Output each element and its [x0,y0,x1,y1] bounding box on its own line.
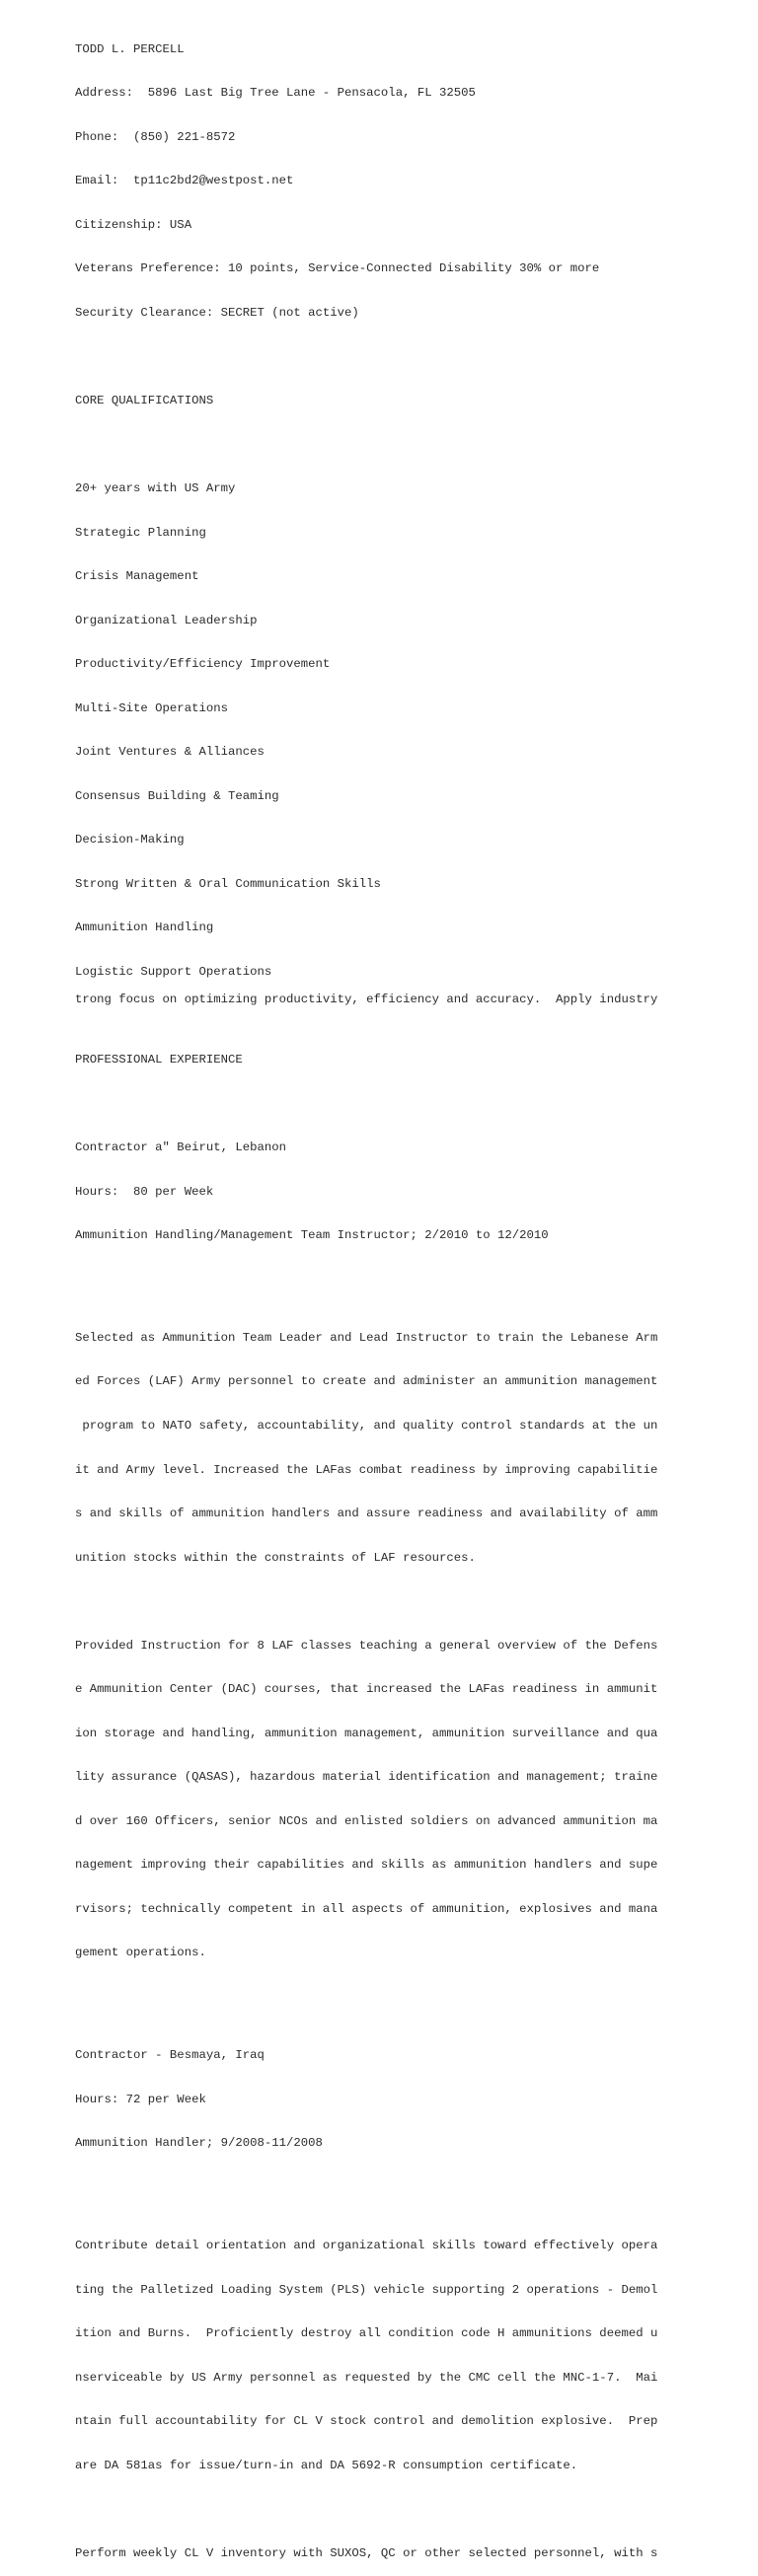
security-clearance-line: Security Clearance: SECRET (not active) [75,305,359,320]
address-line: Address: 5896 Last Big Tree Lane - Pensacola, FL 32505 [75,86,476,101]
job2-title: Ammunition Handler; 9/2008-11/2008 [75,2136,323,2151]
job2-para1-line: ntain full accountability for CL V stock control and demolition explosive. Prep [75,2414,658,2429]
job1-para1-line: s and skills of ammunition handlers and assure readiness and availability of amm [75,1507,658,1521]
job1-para1-line: Selected as Ammunition Team Leader and Lead Instructor to train the Lebanese Arm [75,1330,658,1345]
candidate-name: TODD L. PERCELL [75,41,185,56]
qualification-item: Organizational Leadership [75,613,258,627]
qualification-item: Ammunition Handling [75,920,214,935]
job1-para2-line: gement operations. [75,1946,206,1960]
qualification-item: Productivity/Efficiency Improvement [75,657,331,672]
qualification-item: Multi-Site Operations [75,700,228,715]
job2-para1-line: nserviceable by US Army personnel as requested by the CMC cell the MNC-1-7. Mai [75,2370,658,2385]
job2-para1-line: ition and Burns. Proficiently destroy all condition code H ammunitions deemed u [75,2326,658,2341]
qualification-item: Crisis Management [75,569,199,584]
job1-para2-line: e Ammunition Center (DAC) courses, that increased the LAFas readiness in ammunit [75,1682,658,1697]
job1-para1-line: unition stocks within the constraints of LAF resources. [75,1550,476,1565]
job2-para1-line: are DA 581as for issue/turn-in and DA 5692-R consumption certificate. [75,2458,578,2472]
professional-experience-heading: PROFESSIONAL EXPERIENCE [75,1052,243,1067]
qualification-item: 20+ years with US Army [75,481,236,495]
job2-employer: Contractor - Besmaya, Iraq [75,2048,265,2063]
job1-hours: Hours: 80 per Week [75,1184,214,1199]
job1-para2-line: d over 160 Officers, senior NCOs and enlisted soldiers on advanced ammunition ma [75,1813,658,1828]
job1-para2-line: ion storage and handling, ammunition management, ammunition surveillance and qua [75,1726,658,1740]
job1-para2-line: lity assurance (QASAS), hazardous material identification and management; traine [75,1770,658,1785]
job2-para1-line: ting the Palletized Loading System (PLS) vehicle supporting 2 operations - Demol [75,2282,658,2297]
core-qualifications-heading: CORE QUALIFICATIONS [75,393,214,407]
qualification-item: Joint Ventures & Alliances [75,745,265,760]
job1-employer: Contractor a" Beirut, Lebanon [75,1140,287,1154]
resume-document [75,13,667,2576]
job1-para2-line: nagement improving their capabilities and skills as ammunition handlers and supe [75,1858,658,1873]
job1-para1-line: program to NATO safety, accountability, and quality control standards at the un [75,1419,658,1433]
qualification-item: Strategic Planning [75,525,206,540]
job2-para1-line: Contribute detail orientation and organizational skills toward effectively opera [75,2239,658,2253]
qualification-item: Logistic Support Operations [75,964,272,979]
qualification-item: Strong Written & Oral Communication Skills [75,876,381,891]
job1-title: Ammunition Handling/Management Team Instructor; 2/2010 to 12/2010 [75,1228,549,1243]
veterans-preference-line: Veterans Preference: 10 points, Service-Connected Disability 30% or more [75,261,600,276]
job2-para2-continuation: trong focus on optimizing productivity, efficiency and accuracy. Apply industry [75,993,658,1006]
citizenship-line: Citizenship: USA [75,217,192,232]
job1-para2-line: rvisors; technically competent in all aspects of ammunition, explosives and mana [75,1901,658,1916]
job1-para2-line: Provided Instruction for 8 LAF classes teaching a general overview of the Defens [75,1638,658,1653]
job2-hours: Hours: 72 per Week [75,2092,206,2106]
phone-line: Phone: (850) 221-8572 [75,129,236,144]
qualification-item: Consensus Building & Teaming [75,788,279,803]
email-line: Email: tp11c2bd2@westpost.net [75,174,294,188]
job1-para1-line: ed Forces (LAF) Army personnel to create and administer an ammunition management [75,1374,658,1389]
job2-para2-line: Perform weekly CL V inventory with SUXOS, QC or other selected personnel, with s [75,2545,658,2560]
job1-para1-line: it and Army level. Increased the LAFas combat readiness by improving capabilitie [75,1462,658,1477]
qualification-item: Decision-Making [75,833,185,847]
